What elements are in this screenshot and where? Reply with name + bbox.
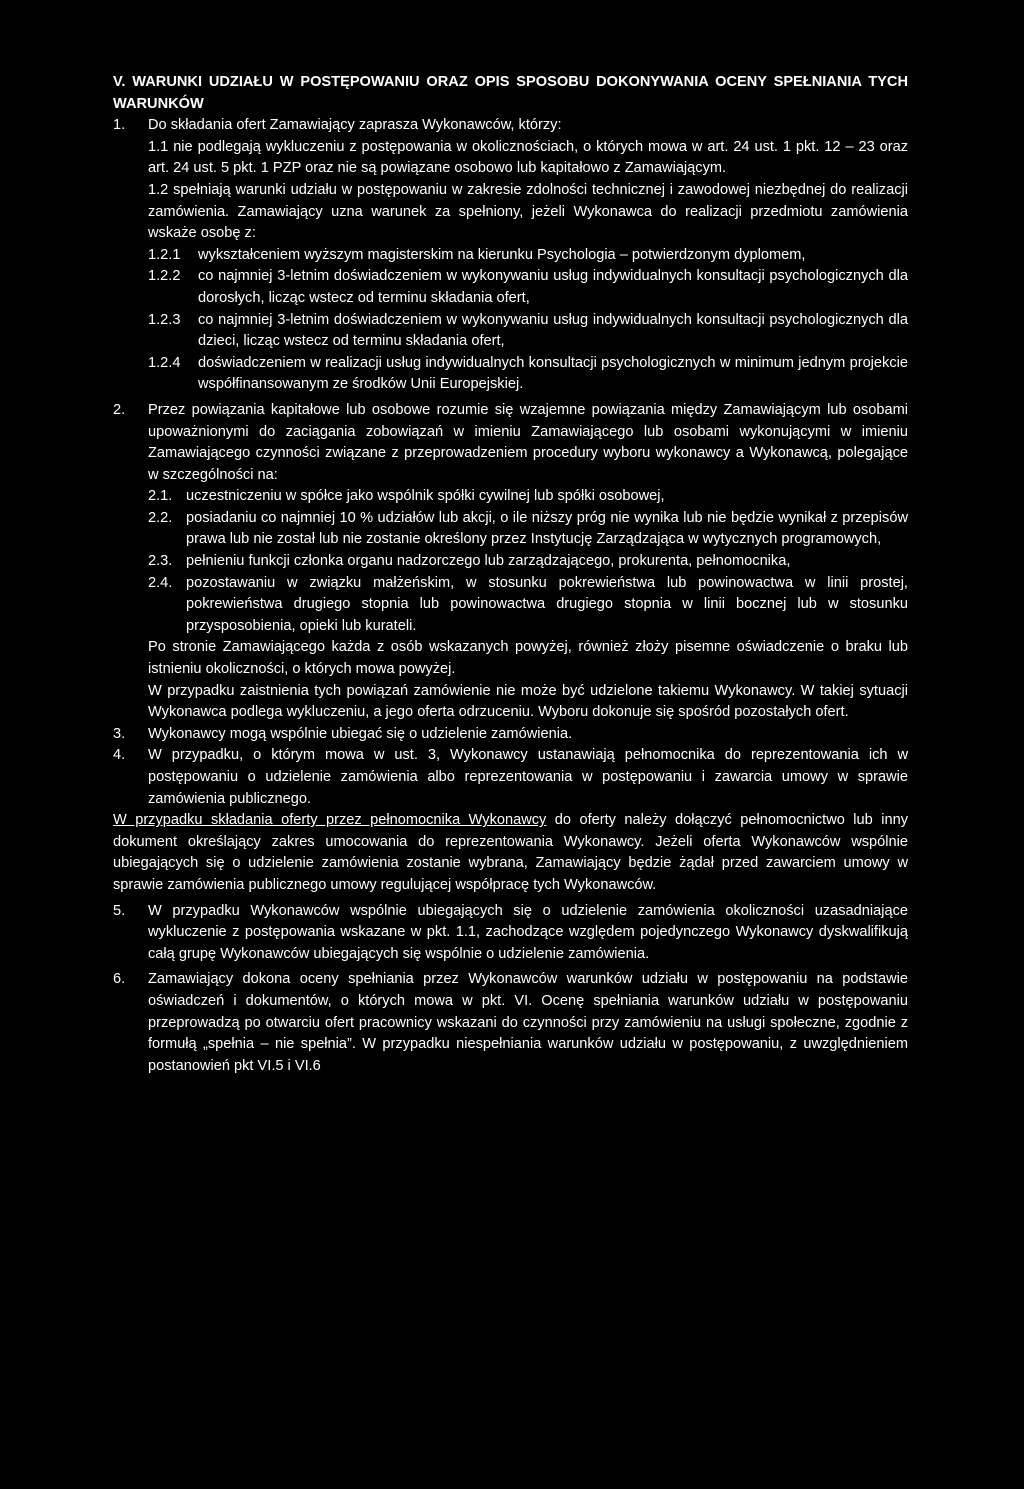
list-item — [148, 353, 908, 396]
paragraph-3 — [113, 724, 908, 746]
continuation-text: do oferty należy dołączyć pełnomocnictwo lub inny dokument określający zakres umocowania do reprezentowania Wykonawcy. Jeżeli oferta Wykonawców wspólnie ubiegających się o udzielenie zamówienia zostanie wybrana, Zamawiający będzie żądał przed zawarciem umowy w sprawie zamówienia publicznego umowy regulującej współpracę tych Wykonawców. — [113, 812, 908, 893]
list-item-number: 2.3. — [148, 553, 173, 570]
list-item — [148, 266, 908, 309]
underlined-phrase: W przypadku składania oferty przez pełnomocnika Wykonawcy — [113, 812, 547, 829]
paragraph-text: W przypadku, o którym mowa w ust. 3, Wykonawcy ustanawiają pełnomocnika do reprezentowania ich w postępowaniu o udzielenie zamówienia albo reprezentowania w postępowaniu i zawarcia umowy w sprawie zamówienia publicznego. — [148, 747, 908, 807]
list-item-number: 1.2.4 — [148, 354, 181, 371]
paragraph-text: W przypadku Wykonawców wspólnie ubiegających się o udzielenie zamówienia okoliczności uzasadniające wykluczenie z postępowania wskazane w pkt. 1.1, zachodzące względem pojedynczego Wykonawcy dyskwalifikują całą grupę Wykonawców ubiegających się wspólnie o udzielenie zamówienia. — [148, 902, 908, 962]
list-item-text: uczestniczeniu w spółce jako wspólnik spółki cywilnej lub spółki osobowej, — [186, 488, 665, 505]
list-item — [148, 310, 908, 353]
list-item-text: doświadczeniem w realizacji usług indywidualnych konsultacji psychologicznych w minimum jednym projekcie współfinansowanym ze środków Unii Europejskiej. — [198, 354, 908, 393]
section-title: V. WARUNKI UDZIAŁU W POSTĘPOWANIU ORAZ OPIS SPOSOBU DOKONYWANIA OCENY SPEŁNIANIA TYCH WARUNKÓW — [113, 74, 908, 112]
list-item-text: posiadaniu co najmniej 10 % udziałów lub akcji, o ile niższy próg nie wynika lub nie będzie wynikał z przepisów prawa lub nie został lub nie zostanie określony przez Instytucję Zarządzająca w wytycznych programowych, — [186, 509, 908, 548]
list-item — [148, 551, 908, 573]
paragraph-number: 6. — [113, 971, 126, 988]
list-item-text: co najmniej 3-letnim doświadczeniem w wykonywaniu usług indywidualnych konsultacji psychologicznych dla dzieci, licząc wstecz od terminu składania ofert, — [198, 311, 908, 350]
list-item-number: 1.2.3 — [148, 311, 181, 328]
list-item — [148, 245, 908, 267]
list-item-text: pozostawaniu w związku małżeńskim, w stosunku pokrewieństwa lub powinowactwa w linii prostej, pokrewieństwa drugiego stopnia lub powinowactwa drugiego stopnia w linii bocznej lub w stosunku przysposobienia, opieki lub kurateli. — [186, 574, 908, 634]
paragraph-number: 3. — [113, 725, 126, 742]
paragraph-text: Wykonawcy mogą wspólnie ubiegać się o udzielenie zamówienia. — [148, 725, 573, 742]
document-page — [0, 72, 1024, 1077]
paragraph-2-note: W przypadku zaistnienia tych powiązań zamówienie nie może być udzielone takiemu Wykonawcy. W takiej sytuacji Wykonawca podlega wykluczeniu, a jego oferta odrzuceniu. Wyboru dokonuje się spośród pozostałych ofert. — [148, 682, 908, 721]
list-item-number: 2.2. — [148, 509, 173, 526]
list-item — [148, 486, 908, 508]
paragraph-4-continuation — [113, 810, 908, 896]
list-item — [148, 573, 908, 638]
list-item-number: 1.2.1 — [148, 246, 181, 263]
subparagraph-1-2: 1.2 spełniają warunki udziału w postępowaniu w zakresie zdolności technicznej i zawodowej niezbędnej do realizacji zamówienia. Zamawiający uzna warunek za spełniony, jeżeli Wykonawca do realizacji przedmiotu zamówienia wskaże osobę z: — [148, 181, 908, 242]
paragraph-text: Przez powiązania kapitałowe lub osobowe rozumie się wzajemne powiązania między Zamawiającym lub osobami upoważnionymi do zaciągania zobowiązań w imieniu Zamawiającego lub osobami wykonującymi w imieniu Zamawiającego czynności związane z przeprowadzeniem procedury wyboru wykonawcy a Wykonawcą, polegające w szczególności na: — [148, 401, 908, 483]
list-item-text: wykształceniem wyższym magisterskim na kierunku Psychologia – potwierdzonym dyplomem, — [198, 246, 806, 263]
paragraph-number: 5. — [113, 902, 126, 919]
paragraph-number: 2. — [113, 401, 126, 418]
list-item-number: 1.2.2 — [148, 268, 181, 285]
subparagraph-1-1: 1.1 nie podlegają wykluczeniu z postępowania w okolicznościach, o których mowa w art. 24 ust. 1 pkt. 12 – 23 oraz art. 24 ust. 5 pkt. 1 PZP oraz nie są powiązane osobowo lub kapitałowo z Zamawiającym. — [148, 138, 908, 177]
list-item — [148, 508, 908, 551]
paragraph-6 — [113, 969, 908, 1077]
paragraph-4 — [113, 745, 908, 810]
list-item-number: 2.4. — [148, 574, 173, 591]
list-item-text: pełnieniu funkcji członka organu nadzorczego lub zarządzającego, prokurenta, pełnomocnika, — [186, 553, 791, 570]
paragraph-text: Do składania ofert Zamawiający zaprasza Wykonawców, którzy: — [148, 117, 562, 134]
paragraph-1 — [113, 115, 908, 137]
paragraph-2-note: Po stronie Zamawiającego każda z osób wskazanych powyżej, również złoży pisemne oświadczenie o braku lub istnieniu okoliczności, o których mowa powyżej. — [148, 639, 908, 678]
list-item-text: co najmniej 3-letnim doświadczeniem w wykonywaniu usług indywidualnych konsultacji psychologicznych dla dorosłych, licząc wstecz od terminu składania ofert, — [198, 268, 908, 306]
list-item-number: 2.1. — [148, 488, 173, 505]
paragraph-number: 1. — [113, 117, 126, 134]
paragraph-2 — [113, 400, 908, 486]
paragraph-number: 4. — [113, 747, 126, 764]
paragraph-5 — [113, 901, 908, 966]
paragraph-text: Zamawiający dokona oceny spełniania przez Wykonawców warunków udziału w postępowaniu na podstawie oświadczeń i dokumentów, o których mowa w pkt. VI. Ocenę spełniania warunków udziału w postępowaniu przeprowadzą po otwarciu ofert pracownicy wskazani do czynności przy zamówieniu na usługi społeczne, zgodnie z formułą „spełnia – nie spełnia”. W przypadku niespełniania warunków udziału w postępowaniu, z uwzględnieniem postanowień pkt VI.5 i VI.6 — [148, 971, 908, 1074]
